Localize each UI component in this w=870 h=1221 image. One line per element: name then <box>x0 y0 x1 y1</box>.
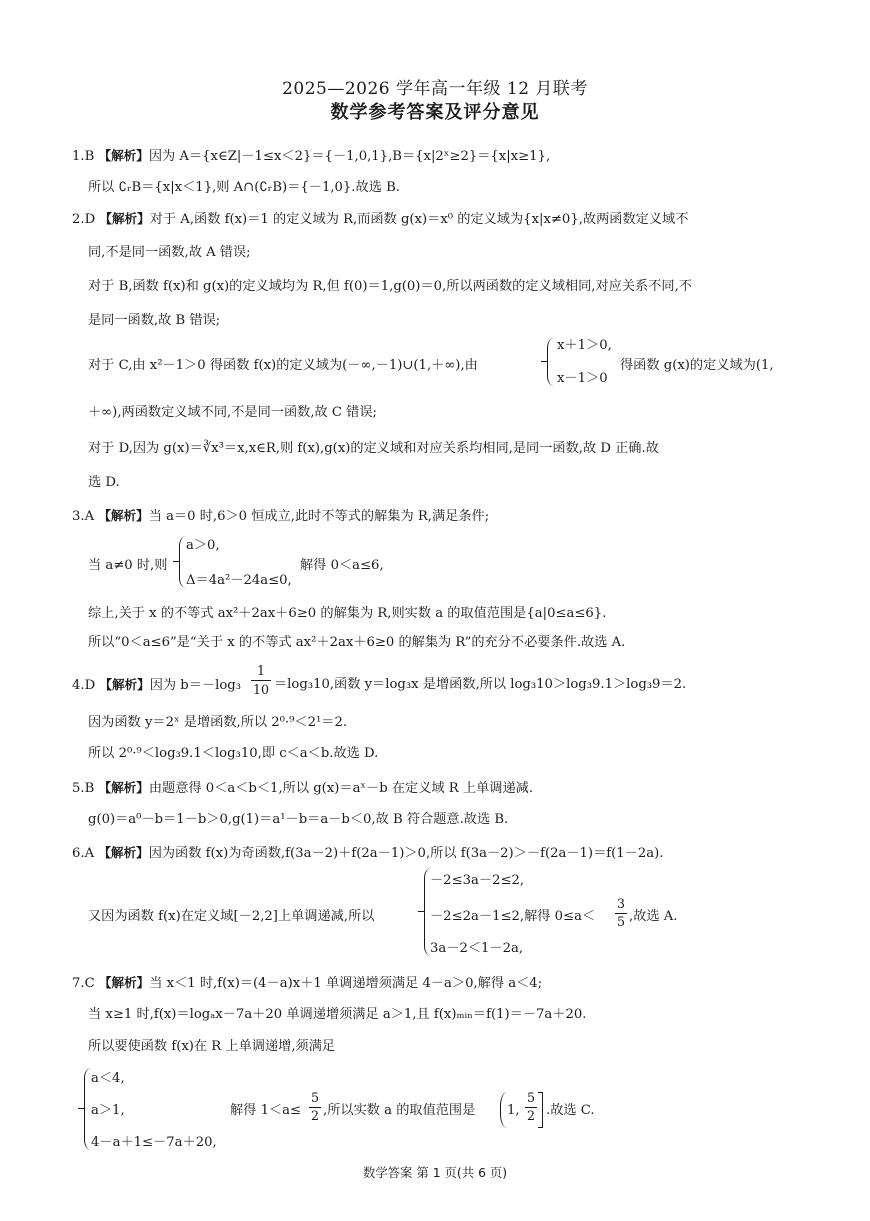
q2-brace-tip <box>541 361 547 362</box>
q5-text-1: 由题意得 0＜a＜b＜1,所以 g(x)＝aˣ－b 在定义域 R 上单调递减. <box>148 781 534 796</box>
q7-line-3: 所以要使函数 f(x)在 R 上单调递增,须满足 <box>88 1039 336 1054</box>
q2-line-2: 同,不是同一函数,故 A 错误; <box>88 245 251 260</box>
q4-frac-numerator: 1 <box>256 663 265 678</box>
q6-tag: 【解析】 <box>98 845 149 860</box>
q7-brace-tip <box>78 1108 84 1109</box>
q7-interval-frac-numerator: 5 <box>526 1090 535 1105</box>
q4-number: 4.D <box>72 678 96 693</box>
q7-interval-start: 1, <box>507 1103 520 1118</box>
q7-text-1: 当 x＜1 时,f(x)＝(4－a)x＋1 单调递增须满足 4－a＞0,解得 a＜4; <box>149 976 543 991</box>
q7-result-c: .故选 C. <box>546 1103 595 1118</box>
q1-text-1: 因为 A＝{x∈Z|－1≤x＜2}＝{－1,0,1},B＝{x|2ˣ≥2}＝{x|x≥1}, <box>148 149 551 164</box>
q3-line-2b: 解得 0＜a≤6, <box>300 558 384 573</box>
q2-system-row-1: x＋1＞0, <box>557 338 612 353</box>
q7-system-row-3: 4－a＋1≤－7a＋20, <box>91 1135 217 1150</box>
q3-line-3: 综上,关于 x 的不等式 ax²＋2ax＋6≥0 的解集为 R,则实数 a 的取值范围是{a|0≤a≤6}. <box>88 606 607 621</box>
q7-interval-right-bracket <box>538 1092 543 1128</box>
q4-line-3: 所以 2⁰·⁹＜log₃9.1＜log₃10,即 c＜a＜b.故选 D. <box>88 746 379 761</box>
q7-line-2: 当 x≥1 时,f(x)＝logₐx－7a＋20 单调递增须满足 a＞1,且 f(x)ₘᵢₙ＝f(1)＝－7a＋20. <box>88 1007 587 1022</box>
q1-line-2: 所以 ∁ᵣB＝{x|x＜1},则 A∩(∁ᵣB)＝{－1,0}.故选 B. <box>88 180 400 195</box>
q5-tag: 【解析】 <box>98 780 149 795</box>
q6-system-row-2a: －2≤2a－1≤2,解得 0≤a＜ <box>430 909 596 924</box>
q7-system-brace <box>84 1068 91 1150</box>
q6-system-row-2b: ,故选 A. <box>629 909 678 924</box>
page-footer: 数学答案 第 1 页(共 6 页) <box>362 1165 508 1180</box>
q7-interval-left-paren <box>500 1092 507 1128</box>
q3-line-1 <box>72 507 489 526</box>
q7-tag: 【解析】 <box>98 975 150 990</box>
q2-text-1: 对于 A,函数 f(x)＝1 的定义域为 R,而函数 g(x)＝x⁰ 的定义域为{x|x≠0},故两函数定义域不 <box>149 212 689 227</box>
q4-text-1a: 因为 b＝－log₃ <box>149 678 242 693</box>
q2-line-3: 对于 B,函数 f(x)和 g(x)的定义域均为 R,但 f(0)＝1,g(0)＝0,所以两函数的定义域相同,对应关系不同,不 <box>88 279 692 294</box>
q2-line-5b: 得函数 g(x)的定义域为(1, <box>620 358 774 373</box>
q1-tag: 【解析】 <box>98 148 149 163</box>
q6-text-1: 因为函数 f(x)为奇函数,f(3a－2)＋f(2a－1)＞0,所以 f(3a－2)＞－f(2a－1)＝f(1－2a). <box>148 846 664 861</box>
q4-line-2: 因为函数 y＝2ˣ 是增函数,所以 2⁰·⁹＜2¹＝2. <box>88 715 348 730</box>
q7-number: 7.C <box>72 976 95 991</box>
q3-brace-tip <box>173 561 179 562</box>
q3-text-1: 当 a＝0 时,6＞0 恒成立,此时不等式的解集为 R,满足条件; <box>148 509 490 524</box>
q6-frac-numerator: 3 <box>616 896 625 911</box>
q3-line-2a: 当 a≠0 时,则 <box>88 558 168 573</box>
q2-number: 2.D <box>72 212 96 227</box>
q4-line-1a <box>72 676 241 695</box>
q5-number: 5.B <box>72 781 95 796</box>
exam-title: 2025—2026 学年高一年级 12 月联考 <box>282 79 588 99</box>
q7-frac-numerator: 5 <box>310 1090 319 1105</box>
q6-line-1 <box>72 844 663 863</box>
q4-line-1b: ＝log₃10,函数 y＝log₃x 是增函数,所以 log₃10＞log₃9.1＞log₃9＝2. <box>274 677 687 692</box>
q2-system-brace <box>547 338 554 386</box>
q4-frac-bar <box>251 680 271 681</box>
q6-brace-tip <box>418 911 424 912</box>
q7-result-b: ,所以实数 a 的取值范围是 <box>323 1103 476 1118</box>
q3-system-brace <box>179 536 186 588</box>
q1-line-1 <box>72 147 550 166</box>
q6-line-2a: 又因为函数 f(x)在定义域[－2,2]上单调递减,所以 <box>88 909 375 924</box>
q3-system-row-2: Δ＝4a²－24a≤0, <box>186 573 292 588</box>
q6-system-row-3: 3a－2＜1－2a, <box>430 941 524 956</box>
q2-tag: 【解析】 <box>99 211 150 226</box>
q2-line-7: 对于 D,因为 g(x)＝∛x³＝x,x∈R,则 f(x),g(x)的定义域和对应关系均相同,是同一函数,故 D 正确.故 <box>88 441 659 456</box>
q4-frac-denominator: 10 <box>252 682 270 697</box>
q5-line-2: g(0)＝a⁰－b＝1－b＞0,g(1)＝a¹－b＝a－b＜0,故 B 符合题意.故选 B. <box>88 812 509 827</box>
q5-line-1 <box>72 779 533 798</box>
q7-system-row-2: a＞1, <box>91 1103 125 1118</box>
q1-number: 1.B <box>72 149 95 164</box>
answer-subtitle: 数学参考答案及评分意见 <box>330 102 540 123</box>
q2-system-row-2: x－1＞0 <box>557 371 608 386</box>
q3-number: 3.A <box>72 509 95 524</box>
q2-line-5a: 对于 C,由 x²－1＞0 得函数 f(x)的定义域为(－∞,－1)∪(1,＋∞),由 <box>88 358 478 373</box>
q7-line-1 <box>72 974 542 993</box>
q7-result-a: 解得 1＜a≤ <box>230 1103 302 1118</box>
q7-system-row-1: a＜4, <box>91 1071 125 1086</box>
q6-number: 6.A <box>72 846 95 861</box>
q3-tag: 【解析】 <box>98 508 149 523</box>
q4-tag: 【解析】 <box>99 677 150 692</box>
q3-line-4: 所以“0＜a≤6”是“关于 x 的不等式 ax²＋2ax＋6≥0 的解集为 R”的充分不必要条件.故选 A. <box>88 635 626 650</box>
q6-system-row-1: －2≤3a－2≤2, <box>430 873 525 888</box>
q2-line-4: 是同一函数,故 B 错误; <box>88 313 221 328</box>
q2-line-1 <box>72 210 688 229</box>
q2-line-8: 选 D. <box>88 475 120 490</box>
q7-interval-frac-denominator: 2 <box>526 1108 535 1123</box>
q7-frac-denominator: 2 <box>310 1108 319 1123</box>
q3-system-row-1: a＞0, <box>186 538 220 553</box>
q2-line-6: ＋∞),两函数定义域不同,不是同一函数,故 C 错误; <box>88 405 377 420</box>
q6-frac-denominator: 5 <box>616 914 625 929</box>
